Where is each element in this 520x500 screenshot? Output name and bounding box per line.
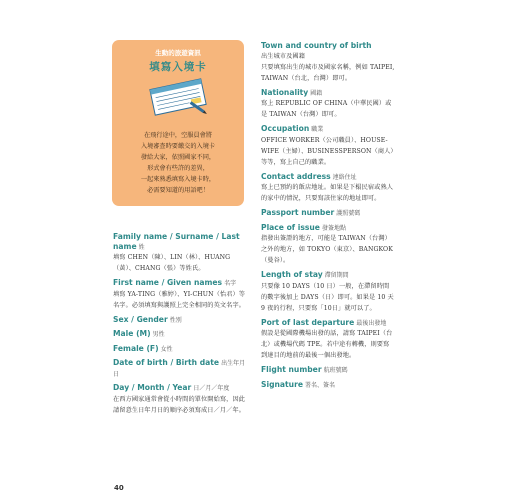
info-box-title: 填寫入境卡 xyxy=(149,61,207,73)
entry-heading-zh: 航班號碼 xyxy=(323,367,348,374)
entry-subheading: 出生城市及國籍 xyxy=(261,52,306,60)
entry-heading-zh: 滯留期間 xyxy=(324,272,349,279)
left-column xyxy=(113,232,248,420)
info-box-line: 發給大家，依照國家不同， xyxy=(140,154,216,161)
info-box-line: 在飛行途中，空服員會將 xyxy=(143,132,213,139)
entry-heading-zh: 男性 xyxy=(152,331,165,338)
entry-heading-zh: 署名、簽名 xyxy=(304,381,335,389)
entry-male xyxy=(113,329,248,340)
entry-body: 只要填寫出生的城市及國家名稱，例如 TAIPEI, TAIWAN（台北，台灣）即可。 xyxy=(261,63,395,82)
entry-family-name xyxy=(113,232,248,274)
entry-heading-zh: 護照號碼 xyxy=(336,210,361,217)
entry-heading: Day / Month / Year xyxy=(113,383,192,392)
entry-heading-zh: 最後出發地 xyxy=(356,319,387,327)
entry-heading-zh: 發簽地點 xyxy=(321,224,346,232)
entry-heading-zh: 女性 xyxy=(160,345,173,353)
entry-heading-zh: 性別 xyxy=(169,316,182,324)
entry-female xyxy=(113,344,248,355)
entry-heading-zh: 出生年月日 xyxy=(113,360,246,378)
info-box-line: 入境審查時要繳交的入境卡 xyxy=(140,143,216,150)
entry-heading: Signature xyxy=(261,379,303,389)
entry-heading: Town and country of birth xyxy=(261,41,372,50)
entry-heading: Passport number xyxy=(261,208,335,217)
entry-heading: Sex / Gender xyxy=(113,314,168,324)
page-number: 40 xyxy=(114,484,124,492)
info-box-line: 必需要知道的用語吧！ xyxy=(147,187,209,194)
entry-contact-address xyxy=(261,172,395,205)
info-box-text xyxy=(122,130,234,196)
entry-first-name xyxy=(113,278,248,311)
entry-body: 填寫 YA-TING（雅婷）、YI-CHUN（怡君）等名字。必須填寫與護照上完全相同的英文名字。 xyxy=(113,290,246,309)
entry-signature xyxy=(261,380,395,391)
entry-heading-zh: 名字 xyxy=(224,280,237,287)
entry-occupation xyxy=(261,124,395,168)
entry-heading: Family name / Surname / Last name xyxy=(113,232,240,251)
entry-heading: Place of issue xyxy=(261,222,320,232)
arrival-card-illustration-icon xyxy=(144,78,212,116)
entry-port-of-departure xyxy=(261,318,395,362)
right-column xyxy=(261,41,395,394)
entry-heading-zh: 姓 xyxy=(138,243,145,251)
entry-heading-zh: 連絡住址 xyxy=(332,173,357,181)
entry-body: 寫上已預約的飯店地址。如果是下榻民宿或熟人的家中的情況，只要寫該住家的地址即可。 xyxy=(261,184,394,202)
entry-heading: Female (F) xyxy=(113,343,159,353)
entry-length-of-stay xyxy=(261,270,395,314)
entry-heading: Port of last departure xyxy=(261,317,355,327)
info-box-line: 一起來熟悉填寫入境卡時， xyxy=(140,176,216,183)
entry-day-month-year xyxy=(113,383,248,416)
entry-body: OFFICE WORKER（公司職員）、HOUSE-WIFE（主婦）、BUSINESSPERSON（商人）等等，寫上自己的職業。 xyxy=(261,136,394,166)
entry-heading-zh: 日／月／年度 xyxy=(193,385,230,392)
entry-heading-zh: 國籍 xyxy=(310,89,323,97)
entry-body: 在西方國家通常會從小時間的單位開始寫，因此請留意生日年月日的順序必須寫成日／月／年。 xyxy=(113,395,246,414)
entry-date-of-birth xyxy=(113,358,248,379)
entry-body: 只要像 10 DAYS（10 日）一般，在滯留時間的數字後加上 DAYS（日）即可。如果是 10 天 9 夜的行程，只要寫「10日」就可以了。 xyxy=(261,282,394,312)
entry-place-of-issue xyxy=(261,223,395,267)
entry-heading: Contact address xyxy=(261,171,331,181)
info-box-line: 形式會有些許的差異， xyxy=(147,165,209,172)
entry-body: 寫上 REPUBLIC OF CHINA（中華民國）或是 TAIWAN（台灣）即可。 xyxy=(261,100,392,118)
entry-passport-number xyxy=(261,208,395,219)
entry-body: 填寫 CHEN（陳）、LIN（林）、HUANG（黃）、CHANG（張）等姓氏。 xyxy=(113,254,231,272)
entry-nationality xyxy=(261,88,395,121)
info-box-subtitle: 生動的旅遊資訊 xyxy=(155,49,201,57)
entry-heading: First name / Given names xyxy=(113,278,223,287)
entry-body: 指發出簽證的地方，可能是 TAIWAN（台灣）之外的地方，如 TOKYO（東京）、BANGKOK（曼谷）。 xyxy=(261,235,393,264)
entry-sex xyxy=(113,315,248,326)
entry-heading: Occupation xyxy=(261,124,310,133)
entry-town-of-birth xyxy=(261,41,395,84)
entry-heading: Male (M) xyxy=(113,329,151,338)
entry-heading: Date of birth / Birth date xyxy=(113,358,220,367)
entry-heading: Length of stay xyxy=(261,270,323,279)
info-box xyxy=(112,40,244,206)
entry-body: 假設是從國際機場出發的話，請寫 TAIPEI（台北）或機場代碼 TPE。若中途有轉機，則要寫到達目的地前的最後一個出發地。 xyxy=(261,330,393,359)
entry-flight-number xyxy=(261,365,395,376)
entry-heading: Flight number xyxy=(261,365,322,374)
entry-heading: Nationality xyxy=(261,87,309,97)
entry-heading-zh: 職業 xyxy=(311,126,324,133)
